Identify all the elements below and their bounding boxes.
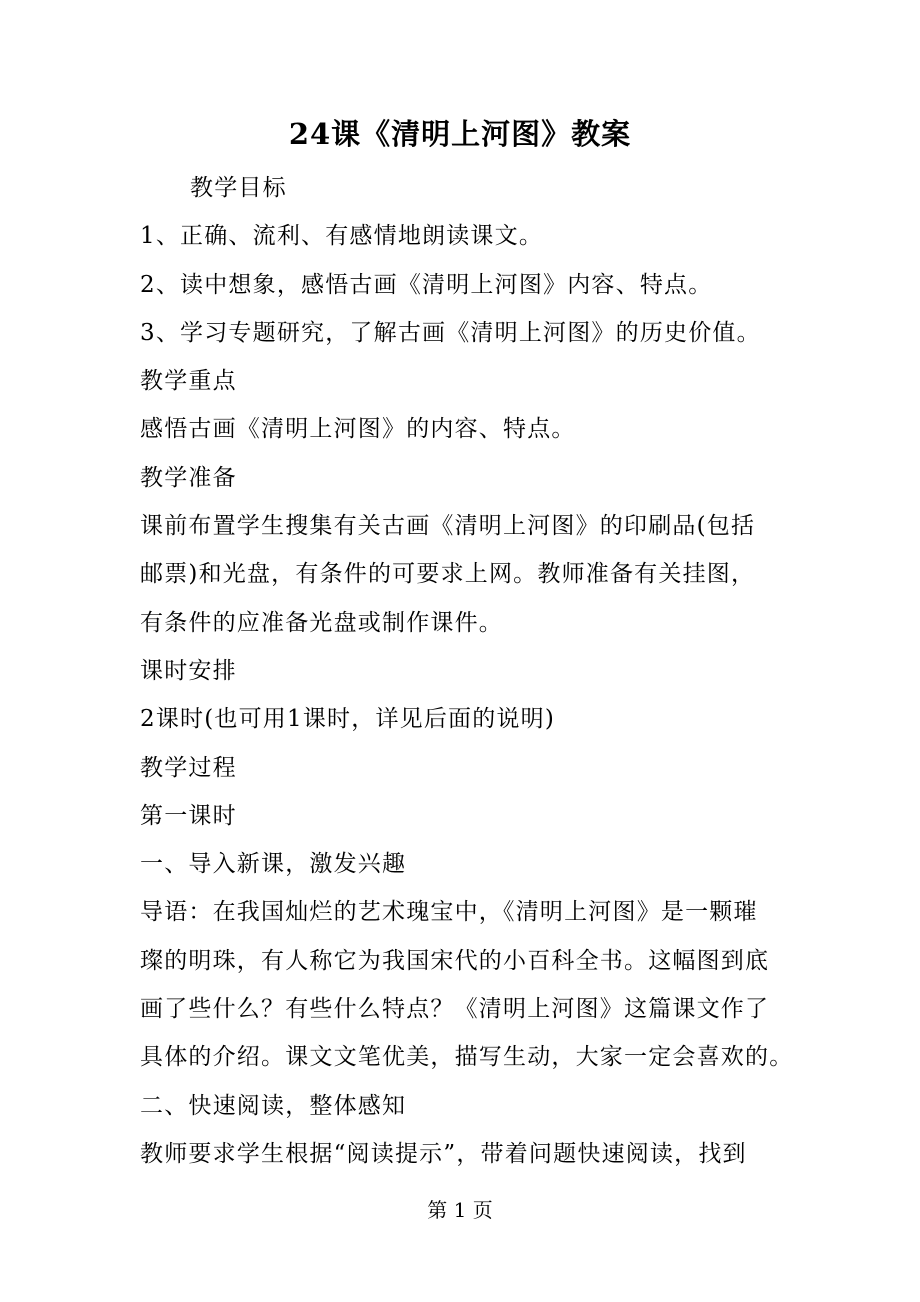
body-line: 璨的明珠，有人称它为我国宋代的小百科全书。这幅图到底	[140, 947, 770, 974]
section-heading-preparation: 教学准备	[140, 464, 237, 491]
subsection-heading-reading: 二、快速阅读，整体感知	[140, 1092, 407, 1119]
body-line: 画了些什么？有些什么特点？《清明上河图》这篇课文作了	[140, 996, 770, 1023]
body-line: 导语：在我国灿烂的艺术瑰宝中，《清明上河图》是一颗璀	[140, 899, 758, 926]
document-body	[140, 164, 794, 1178]
section-heading-first-lesson: 第一课时	[140, 802, 237, 829]
body-line: 感悟古画《清明上河图》的内容、特点。	[140, 416, 576, 443]
body-line: 2课时(也可用1课时，详见后面的说明)	[140, 706, 556, 733]
body-line: 3、学习专题研究，了解古画《清明上河图》的历史价值。	[140, 319, 761, 346]
section-heading-objectives: 教学目标	[190, 175, 287, 201]
body-line: 邮票)和光盘，有条件的可要求上网。教师准备有关挂图，	[140, 561, 756, 588]
body-line: 具体的介绍。课文文笔优美，描写生动，大家一定会喜欢的。	[140, 1044, 794, 1071]
section-heading-key-points: 教学重点	[140, 368, 237, 395]
body-line: 1、正确、流利、有感情地朗读课文。	[140, 223, 544, 250]
page-number: 第 1 页	[427, 1198, 493, 1222]
body-line: 课前布置学生搜集有关古画《清明上河图》的印刷品(包括	[140, 513, 756, 540]
section-heading-schedule: 课时安排	[140, 657, 237, 684]
body-line: 有条件的应准备光盘或制作课件。	[140, 609, 503, 636]
body-line: 教师要求学生根据“阅读提示”，带着问题快速阅读，找到	[140, 1140, 747, 1167]
subsection-heading-intro: 一、导入新课，激发兴趣	[140, 851, 407, 878]
document-title: 24课《清明上河图》教案	[288, 117, 632, 151]
body-line: 2、读中想象，感悟古画《清明上河图》内容、特点。	[140, 271, 713, 298]
section-heading-process: 教学过程	[140, 754, 237, 781]
